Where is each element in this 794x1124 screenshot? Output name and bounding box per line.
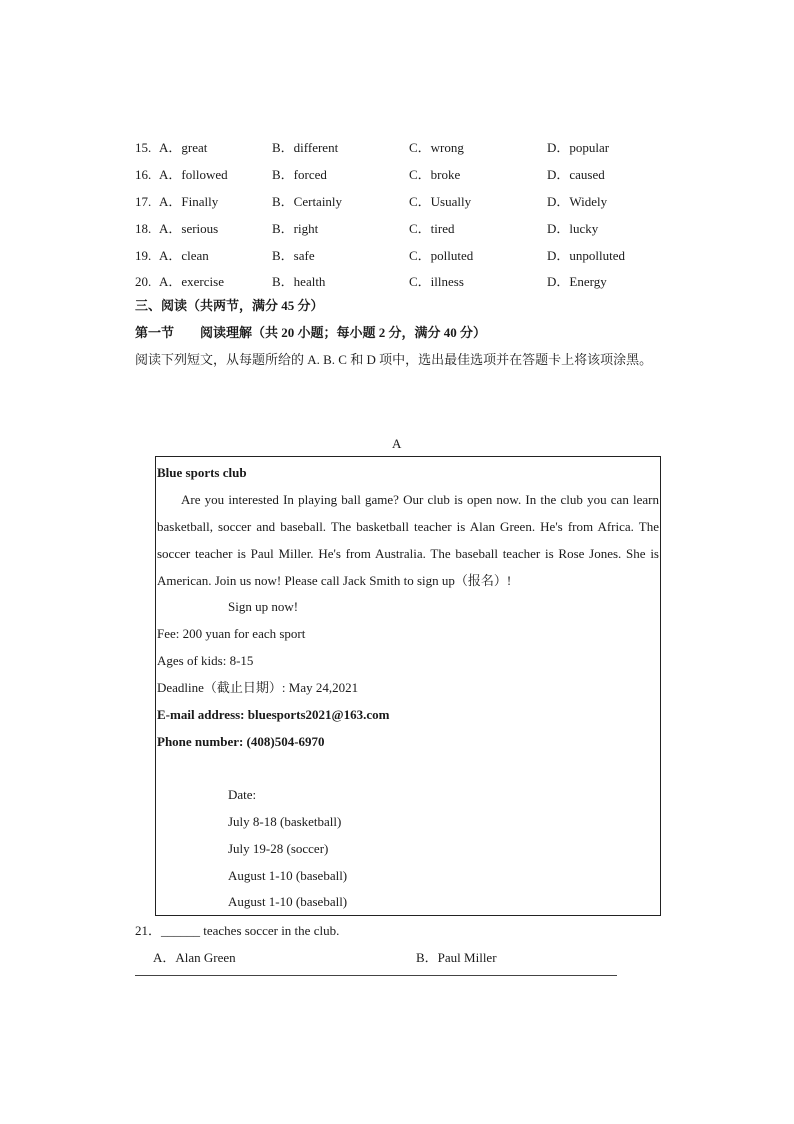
option-a: A．great [159, 140, 208, 155]
option-a: A．Finally [159, 194, 219, 209]
deadline-text: Deadline（截止日期）: May 24,2021 [157, 680, 359, 695]
option-d: D．Widely [547, 194, 608, 209]
question-21-stem: 21．______ teaches soccer in the club. [135, 923, 340, 938]
option-c: C．Usually [409, 194, 472, 209]
question-15 [135, 138, 695, 158]
question-19 [135, 246, 695, 266]
question-20 [135, 272, 695, 292]
passage-letter: A [392, 436, 402, 451]
option-a: A．clean [159, 248, 209, 263]
option-a: A．followed [159, 167, 228, 182]
option-a: A．Alan Green [153, 950, 236, 965]
passage-body: Are you interested In playing ball game? Our club is open now. In the club you can learn basketball, soccer and baseball. The basketball teacher is Alan Green. He's from Africa. The soccer teacher is Paul Miller. He's from Australia. The baseball teacher is Rose Jones. She is American. Join us now! Please call Jack Smith to sign up（报名）! [157, 492, 659, 588]
question-18 [135, 219, 695, 239]
section-title: 三、阅读（共两节，满分 45 分） [135, 298, 324, 313]
part-title: 第一节 阅读理解（共 20 小题；每小题 2 分，满分 40 分） [135, 325, 487, 340]
option-d: D．unpolluted [547, 248, 625, 263]
option-b: B．safe [272, 248, 315, 263]
date-label: Date: [228, 787, 257, 802]
question-number: 15. [135, 140, 152, 155]
option-d: D．Energy [547, 274, 607, 289]
option-b: B．forced [272, 167, 327, 182]
passage-box [155, 456, 661, 916]
date-item: August 1-10 (baseball) [228, 868, 348, 883]
option-c: C．wrong [409, 140, 464, 155]
option-b: B．different [272, 140, 339, 155]
option-c: C．polluted [409, 248, 474, 263]
question-17 [135, 192, 695, 212]
fee-text: Fee: 200 yuan for each sport [157, 626, 306, 641]
email-text: E-mail address: bluesports2021@163.com [157, 707, 390, 722]
ages-text: Ages of kids: 8-15 [157, 653, 254, 668]
option-d: D．caused [547, 167, 605, 182]
option-d: D．lucky [547, 221, 599, 236]
question-number: 17. [135, 194, 152, 209]
question-16 [135, 165, 695, 185]
question-number: 19. [135, 248, 152, 263]
question-number: 16. [135, 167, 152, 182]
option-b: B．health [272, 274, 326, 289]
divider-line [135, 975, 617, 976]
option-b: B．Certainly [272, 194, 343, 209]
phone-text: Phone number: (408)504-6970 [157, 734, 325, 749]
option-c: C．tired [409, 221, 455, 236]
option-b: B．Paul Miller [416, 950, 497, 965]
instructions: 阅读下列短文，从每题所给的 A. B. C 和 D 项中，选出最佳选项并在答题卡上将该项涂黑。 [135, 352, 653, 367]
option-a: A．exercise [159, 274, 224, 289]
option-d: D．popular [547, 140, 610, 155]
date-item: July 8-18 (basketball) [228, 814, 342, 829]
passage-title: Blue sports club [157, 465, 247, 480]
option-c: C．broke [409, 167, 461, 182]
date-item: August 1-10 (baseball) [228, 894, 348, 909]
option-a: A．serious [159, 221, 219, 236]
option-c: C．illness [409, 274, 464, 289]
signup-text: Sign up now! [228, 599, 299, 614]
question-number: 18. [135, 221, 152, 236]
option-b: B．right [272, 221, 319, 236]
question-number: 20. [135, 274, 152, 289]
date-item: July 19-28 (soccer) [228, 841, 329, 856]
